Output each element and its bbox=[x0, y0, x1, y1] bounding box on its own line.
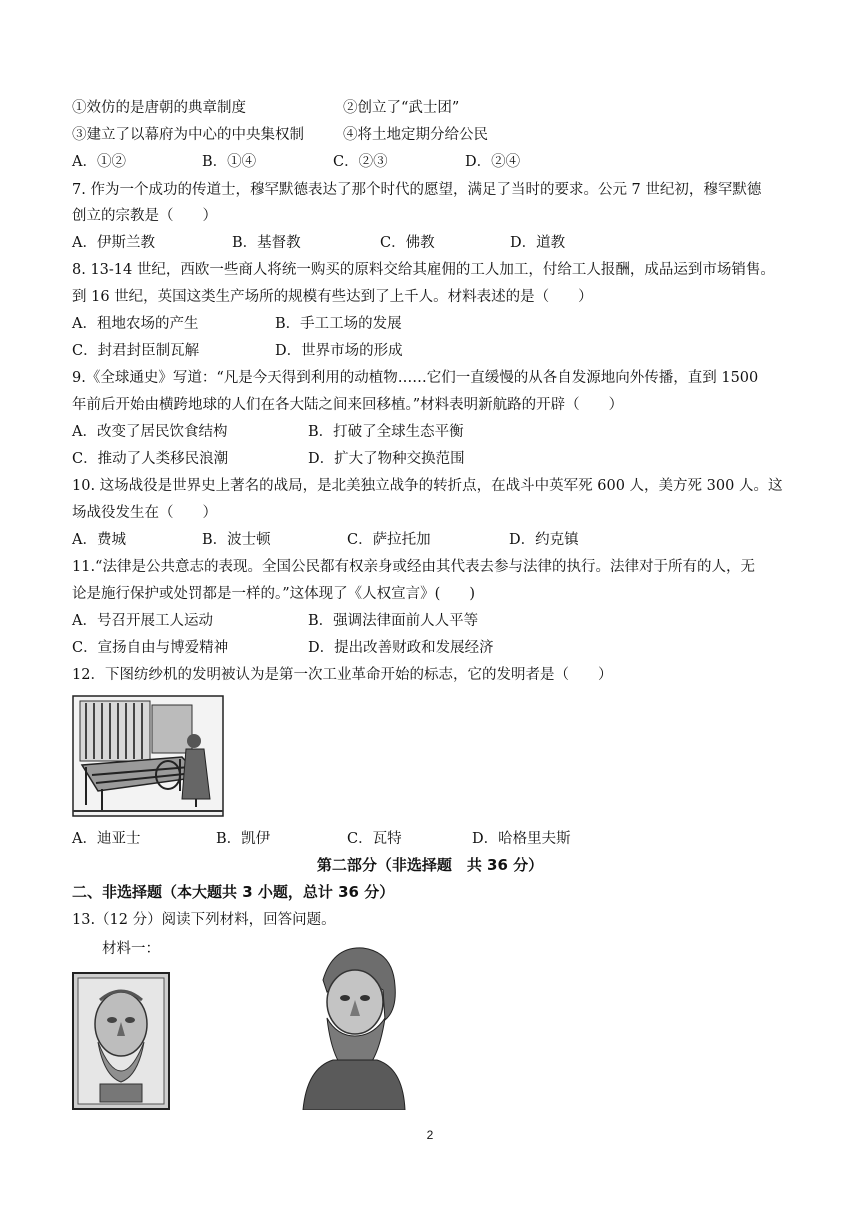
q10-choice-b: B．波士顿 bbox=[202, 532, 271, 548]
q9-stem-line2: 年前后开始由横跨地球的人们在各大陆之间来回移植。”材料表明新航路的开辟（ ） bbox=[72, 397, 624, 413]
q10-choice-d: D．约克镇 bbox=[509, 532, 579, 548]
q13-stem: 13.（12 分）阅读下列材料，回答问题。 bbox=[72, 912, 336, 928]
q9-choice-d: D．扩大了物种交换范围 bbox=[308, 451, 465, 467]
q9-choice-a: A．改变了居民饮食结构 bbox=[72, 424, 228, 440]
q6-option-2: ②创立了“武士团” bbox=[343, 100, 460, 116]
q10-choice-c: C．萨拉托加 bbox=[347, 532, 431, 548]
q11-choice-b: B．强调法律面前人人平等 bbox=[308, 613, 479, 629]
q6-option-3: ③建立了以幕府为中心的中央集权制 bbox=[72, 127, 304, 143]
q12-choice-c: C．瓦特 bbox=[347, 831, 402, 847]
q12-stem-line1: 12．下图纺纱机的发明被认为是第一次工业革命开始的标志，它的发明者是（ ） bbox=[72, 667, 613, 683]
q10-choice-a: A．费城 bbox=[72, 532, 126, 548]
bust-image-left bbox=[72, 972, 170, 1110]
q13-material1-label: 材料一： bbox=[102, 941, 160, 957]
q9-choice-b: B．打破了全球生态平衡 bbox=[308, 424, 464, 440]
q7-choice-c: C．佛教 bbox=[380, 235, 435, 251]
q8-stem-line1: 8. 13-14 世纪，西欧一些商人将统一购买的原料交给其雇佣的工人加工，付给工人报酬，成品运到市场销售。 bbox=[72, 262, 775, 278]
q7-stem-line2: 创立的宗教是（ ） bbox=[72, 208, 217, 224]
q9-choice-c: C．推动了人类移民浪潮 bbox=[72, 451, 229, 467]
q10-stem-line1: 10. 这场战役是世界史上著名的战局，是北美独立战争的转折点，在战斗中英军死 600 人，美方死 300 人。这 bbox=[72, 478, 783, 494]
q11-choice-a: A．号召开展工人运动 bbox=[72, 613, 213, 629]
q6-option-4: ④将土地定期分给公民 bbox=[343, 127, 488, 143]
q8-stem-line2: 到 16 世纪，英国这类生产场所的规模有些达到了上千人。材料表述的是（ ） bbox=[72, 289, 593, 305]
q8-choice-d: D．世界市场的形成 bbox=[275, 343, 403, 359]
q11-choice-c: C．宣扬自由与博爱精神 bbox=[72, 640, 229, 656]
section2-title: 二、非选择题（本大题共 3 小题，总计 36 分） bbox=[72, 883, 395, 901]
q9-stem-line1: 9.《全球通史》写道：“凡是今天得到利用的动植物……它们一直缓慢的从各自发源地向外传播，直到 1500 bbox=[72, 370, 759, 386]
q8-choice-b: B．手工工场的发展 bbox=[275, 316, 402, 332]
q7-choice-b: B．基督教 bbox=[232, 235, 301, 251]
q7-choice-d: D．道教 bbox=[510, 235, 566, 251]
q11-stem-line1: 11.“法律是公共意志的表现。全国公民都有权亲身或经由其代表去参与法律的执行。法律对于所有的人，无 bbox=[72, 559, 755, 575]
q12-choice-b: B．凯伊 bbox=[216, 831, 271, 847]
q6-choice-c: C．②③ bbox=[333, 154, 388, 170]
q11-stem-line2: 论是施行保护或处罚都是一样的。”这体现了《人权宣言》( ) bbox=[72, 586, 475, 602]
q10-stem-line2: 场战役发生在（ ） bbox=[72, 505, 217, 521]
q6-option-1: ①效仿的是唐朝的典章制度 bbox=[72, 100, 246, 116]
q12-choice-a: A．迪亚士 bbox=[72, 831, 141, 847]
q8-choice-a: A．租地农场的产生 bbox=[72, 316, 199, 332]
q6-choice-a: A．①② bbox=[72, 154, 126, 170]
q6-choice-d: D．②④ bbox=[465, 154, 521, 170]
part2-title: 第二部分（非选择题 共 36 分） bbox=[316, 856, 544, 874]
q7-stem-line1: 7. 作为一个成功的传道士，穆罕默德表达了那个时代的愿望，满足了当时的要求。公元 7 世纪初，穆罕默德 bbox=[72, 182, 762, 198]
q8-choice-c: C．封君封臣制瓦解 bbox=[72, 343, 200, 359]
q7-choice-a: A．伊斯兰教 bbox=[72, 235, 155, 251]
spinning-jenny-image bbox=[72, 695, 224, 817]
q6-choice-b: B．①④ bbox=[202, 154, 257, 170]
q12-choice-d: D．哈格里夫斯 bbox=[472, 831, 571, 847]
q11-choice-d: D．提出改善财政和发展经济 bbox=[308, 640, 494, 656]
bust-image-right bbox=[293, 940, 409, 1110]
page-number: 2 bbox=[426, 1128, 434, 1142]
